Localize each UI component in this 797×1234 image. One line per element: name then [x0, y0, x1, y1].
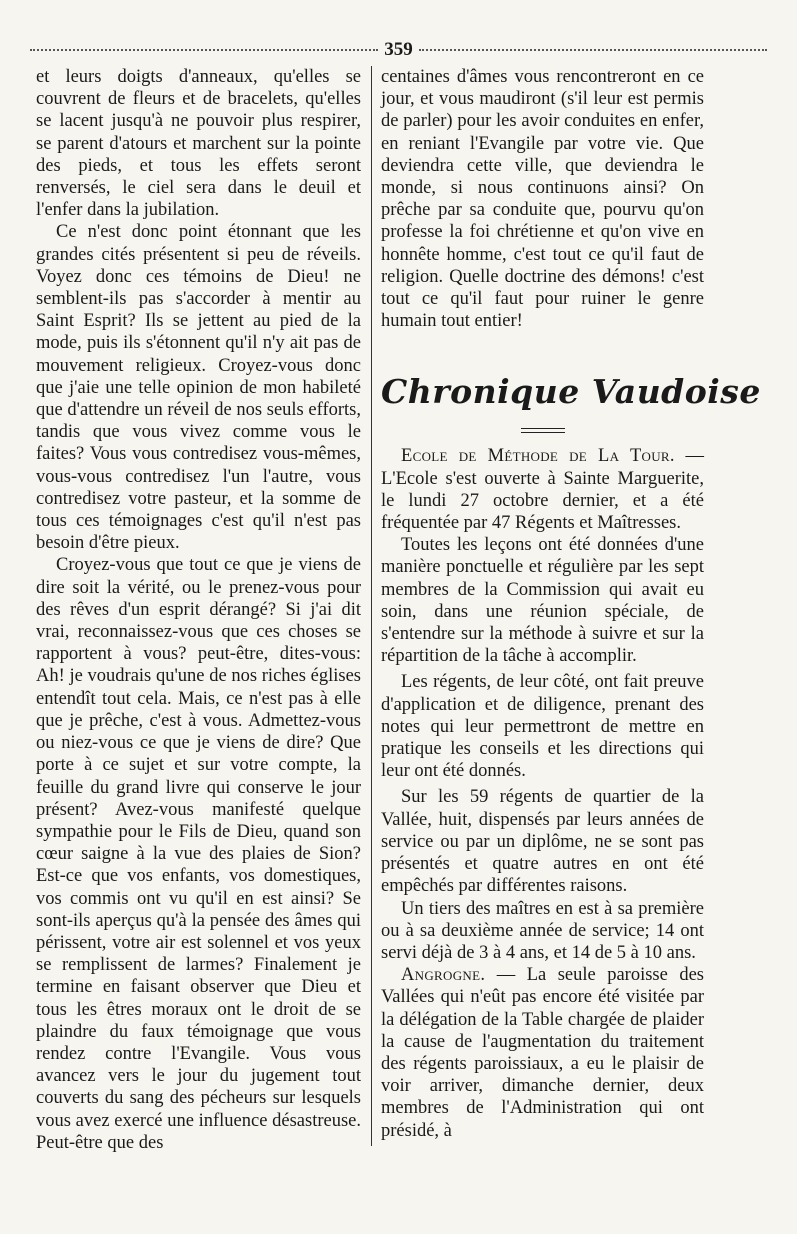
page-number: 359: [384, 39, 413, 60]
right-column: [381, 66, 761, 1142]
column-divider: [371, 66, 372, 1146]
ecole-heading: Ecole de Méthode de La Tour.: [401, 446, 675, 467]
right-paragraph-1: Toutes les leçons ont été données d'une manière ponctuelle et régulière par les sept membres de la Commission qui avait eu soin, dans une réunion spéciale, de s'entendre sur la méthode à suivre et sur la répartition de la tâche à accomplir.: [381, 535, 704, 667]
angrogne-text: — La seule paroisse des Vallées qui n'eût pas encore été visitée par la délégation de la Table chargée de plaider la cause de l'augmentation du traitement des régents paroissiaux, a eu le plaisir de voir arriver, dimanche dernier, deux membres de l'Administration qui ont présidé, à: [381, 965, 704, 1141]
right-continuation: centaines d'âmes vous rencontreront en ce jour, et vous maudiront (s'il leur est permis de parler) pour les avoir conduites en enfer, en reniant l'Evangile par votre vie. Que deviendra cette ville, que deviendra le monde, si nous continuons ainsi? On prêche par sa conduite que, pourvu qu'on professe la foi chrétienne et qu'on vive en honnête homme, c'est tout ce qu'il faut de religion. Quelle doctrine des démons! c'est tout ce qu'il faut pour ruiner le genre humain tout entier!: [381, 67, 704, 332]
left-column: [36, 66, 361, 1154]
right-paragraph-3: Sur les 59 régents de quartier de la Vallée, huit, dispensés par leurs années de service ou par un diplôme, ne se sont pas présentés et quatre autres en ont été empêchés par différentes raisons.: [381, 787, 704, 897]
angrogne-paragraph: [381, 964, 704, 1142]
section-title: Chronique Vaudoise: [381, 372, 761, 412]
section-heading-block: [381, 372, 761, 433]
ecole-text: — L'Ecole s'est ouverte à Sainte Marguerite, le lundi 27 octobre dernier, et a été fréquentée par 47 Régents et Maîtresses.: [381, 446, 704, 534]
header-rule-left: [30, 49, 378, 51]
header-rule-right: [419, 49, 767, 51]
left-paragraph-3: Croyez-vous que tout ce que je viens de dire soit la vérité, ou le prenez-vous pour des rêves d'un esprit dérangé? Si j'ai dit vrai, reconnaissez-vous que ces choses se rapportent à vous? peut-être, dites-vous: Ah! je voudrais qu'une de nos riches églises entendît tout cela. Mais, ce n'est pas à elle que je prêche, c'est à vous. Admettez-vous ou niez-vous ce que je viens de dire? Que porte à ce sujet et sur votre compte, la feuille du grand livre qui conserve le jour présent? Avez-vous manifesté quelque sympathie pour le Fils de Dieu, quand son cœur saigne à la vue des plaies de Sion? Est-ce que vos enfants, vos domestiques, vos commis ont vu qu'il en est ainsi? Se sont-ils aperçus qu'à la pensée des âmes qui périssent, votre air est solennel et vos yeux se remplissent de larmes? Finalement je termine en faisant observer que Dieu et tous les êtres moraux ont le droit de se plaindre du faux témoignage que vous rendez contre l'Evangile. Vous vous avancez vers le jour du jugement tout couverts du sang des pécheurs sur lesquels vous avez exercé une influence désastreuse. Peut-être que des: [36, 555, 361, 1153]
ecole-paragraph: [381, 445, 704, 534]
title-double-rule: [521, 428, 565, 433]
left-paragraph-2: Ce n'est donc point étonnant que les grandes cités présentent si peu de réveils. Voyez donc ces témoins de Dieu! ne semblent-ils pas s'accorder à mentir au Saint Esprit? Ils se jettent au pied de la mode, puis ils s'étonnent qu'il n'y ait pas de mouvement religieux. Croyez-vous donc que j'aie une telle opinion de mon habileté que d'attendre un réveil de nos seuls efforts, tandis que vous vivez comme vous le faites? Vous vous contredisez vous-mêmes, vous-vous contredisez l'un l'autre, vous contredisez votre pasteur, et la somme de tous ces témoignages c'est qu'il n'est pas besoin d'être pieux.: [36, 222, 361, 554]
page-header: [30, 40, 767, 60]
right-paragraph-4: Un tiers des maîtres en est à sa première ou à sa deuxième année de service; 14 ont servi déjà de 3 à 4 ans, et 14 de 5 à 10 ans.: [381, 898, 704, 963]
angrogne-heading: Angrogne.: [401, 965, 486, 986]
right-paragraph-2: Les régents, de leur côté, ont fait preuve d'application et de diligence, prenant des notes qui leur permettront de mettre en pratique les conseils et les directions qui leur ont été donnés.: [381, 672, 704, 782]
left-paragraph-1: et leurs doigts d'anneaux, qu'elles se couvrent de fleurs et de bracelets, qu'elles se lacent jusqu'à ne pouvoir plus respirer, se parent d'atours et marchent sur la pointe des pieds, et tous les effets seront renversés, le ciel sera dans le deuil et l'enfer dans la jubilation.: [36, 67, 361, 221]
